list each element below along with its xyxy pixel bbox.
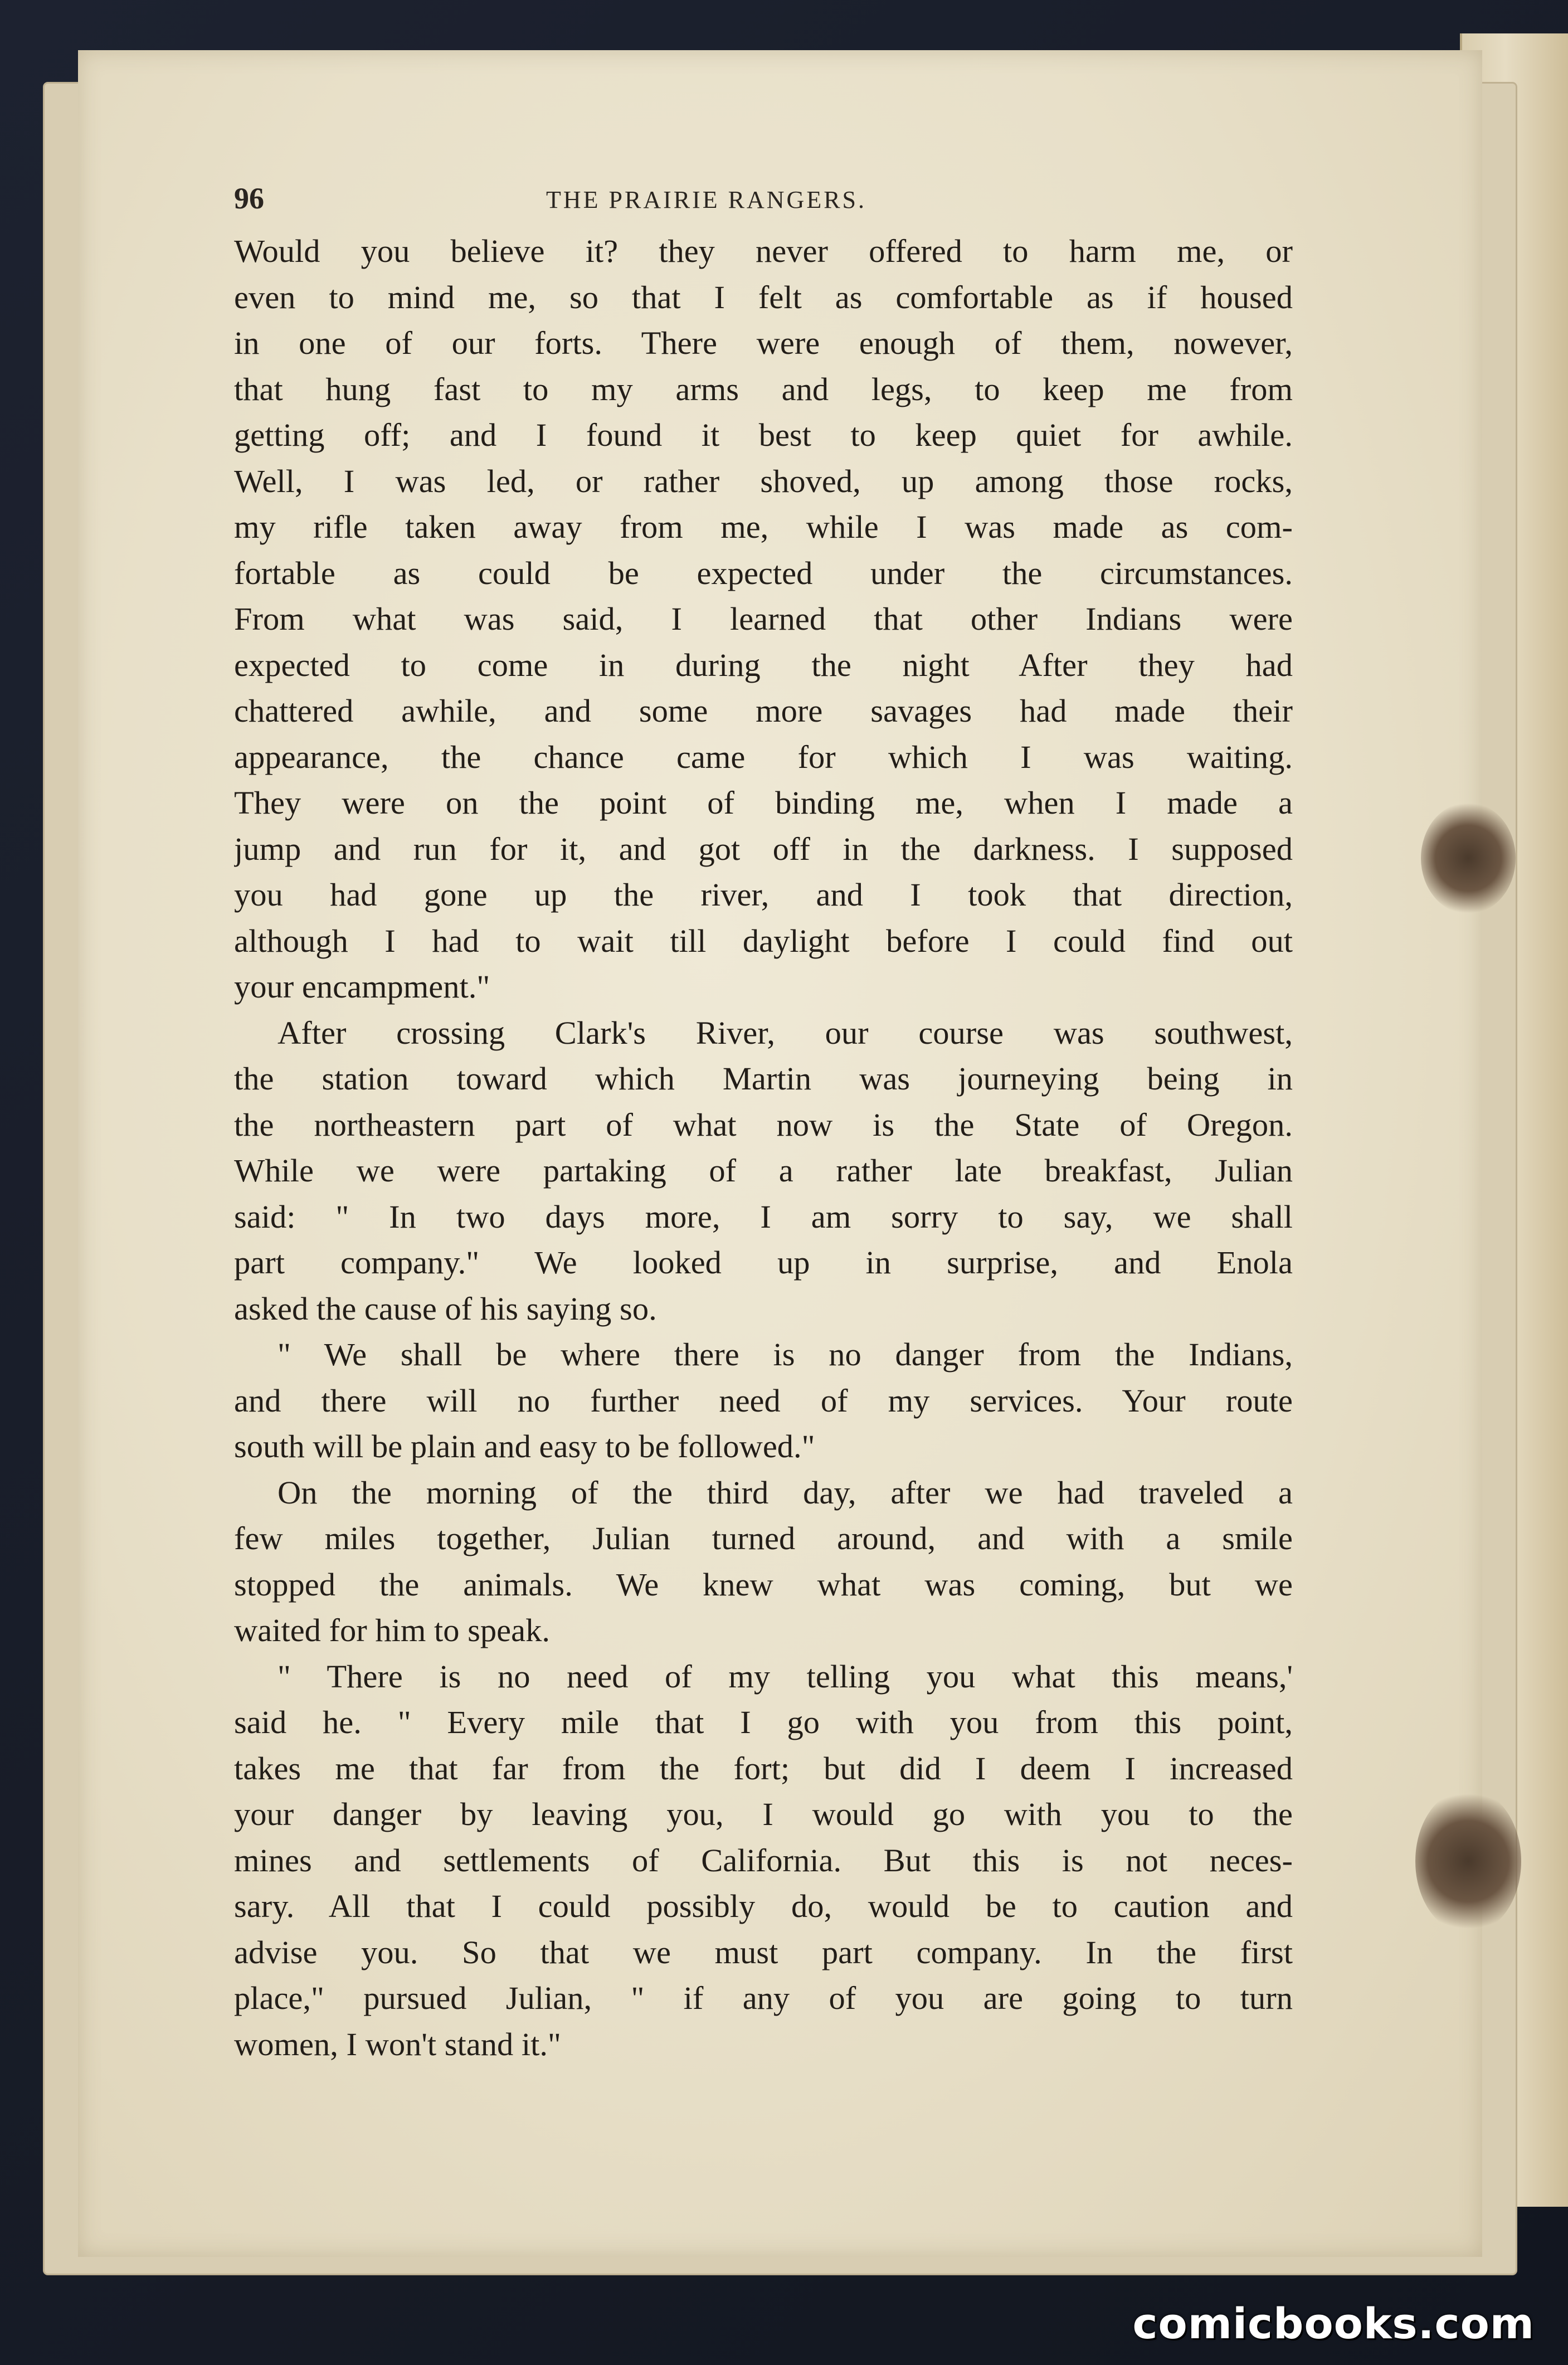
- text-line: women, I won't stand it.": [234, 2026, 561, 2062]
- text-line: asked the cause of his saying so.: [234, 1290, 657, 1327]
- text-line: appearance, the chance came for which I was waiting.: [234, 738, 1293, 775]
- text-line: mines and settlements of California. But this is not neces-: [234, 1842, 1293, 1879]
- text-line: the northeastern part of what now is the State of Oregon.: [234, 1106, 1293, 1143]
- text-line: sary. All that I could possibly do, would be to caution and: [234, 1888, 1293, 1924]
- text-line: your encampment.": [234, 969, 490, 1005]
- text-line: waited for him to speak.: [234, 1612, 550, 1648]
- text-line: and there will no further need of my services. Your route: [234, 1382, 1293, 1419]
- text-line: " There is no need of my telling you what this means,': [277, 1658, 1293, 1695]
- page-number: 96: [234, 182, 264, 215]
- text-line: in one of our forts. There were enough of them, nowever,: [234, 325, 1293, 361]
- text-line: part company." We looked up in surprise, and Enola: [234, 1244, 1293, 1281]
- site-watermark: comicbooks.com: [1132, 2299, 1535, 2348]
- text-line: although I had to wait till daylight before I could find out: [234, 922, 1293, 959]
- text-line: Would you believe it? they never offered to harm me, or: [234, 233, 1293, 269]
- foxing-stain: [1421, 802, 1516, 914]
- text-line: On the morning of the third day, after we had traveled a: [277, 1474, 1293, 1511]
- text-line: They were on the point of binding me, when I made a: [234, 785, 1293, 821]
- text-line: said he. " Every mile that I go with you from this point,: [234, 1704, 1293, 1740]
- text-line: the station toward which Martin was journeying being in: [234, 1060, 1293, 1097]
- text-line: jump and run for it, and got off in the darkness. I supposed: [234, 830, 1293, 867]
- running-title: THE PRAIRIE RANGERS.: [546, 186, 867, 213]
- body-text: [234, 228, 1293, 2067]
- text-line: expected to come in during the night After they had: [234, 646, 1293, 683]
- text-line: stopped the animals. We knew what was coming, but we: [234, 1566, 1293, 1603]
- foxing-stain: [1415, 1789, 1521, 1934]
- text-line: Well, I was led, or rather shoved, up among those rocks,: [234, 463, 1293, 499]
- text-line: takes me that far from the fort; but did I deem I increased: [234, 1750, 1293, 1787]
- text-line: even to mind me, so that I felt as comfortable as if housed: [234, 279, 1293, 315]
- text-line: my rifle taken away from me, while I was made as com-: [234, 509, 1293, 545]
- text-line: place," pursued Julian, " if any of you are going to turn: [234, 1980, 1293, 2016]
- text-line: While we were partaking of a rather late breakfast, Julian: [234, 1152, 1293, 1189]
- text-line: chattered awhile, and some more savages had made their: [234, 693, 1293, 729]
- text-line: few miles together, Julian turned around, and with a smile: [234, 1520, 1293, 1556]
- text-line: south will be plain and easy to be followed.": [234, 1428, 815, 1464]
- page-header: [234, 181, 1293, 226]
- text-line: From what was said, I learned that other Indians were: [234, 601, 1293, 637]
- text-line: After crossing Clark's River, our course was southwest,: [277, 1014, 1293, 1051]
- text-line: that hung fast to my arms and legs, to keep me from: [234, 371, 1293, 407]
- text-line: " We shall be where there is no danger from the Indians,: [277, 1336, 1293, 1373]
- text-line: advise you. So that we must part company. In the first: [234, 1934, 1293, 1970]
- text-line: said: " In two days more, I am sorry to say, we shall: [234, 1198, 1293, 1235]
- text-line: your danger by leaving you, I would go with you to the: [234, 1796, 1293, 1832]
- text-line: fortable as could be expected under the circumstances.: [234, 554, 1293, 591]
- text-line: getting off; and I found it best to keep quiet for awhile.: [234, 417, 1293, 453]
- text-line: you had gone up the river, and I took that direction,: [234, 877, 1293, 913]
